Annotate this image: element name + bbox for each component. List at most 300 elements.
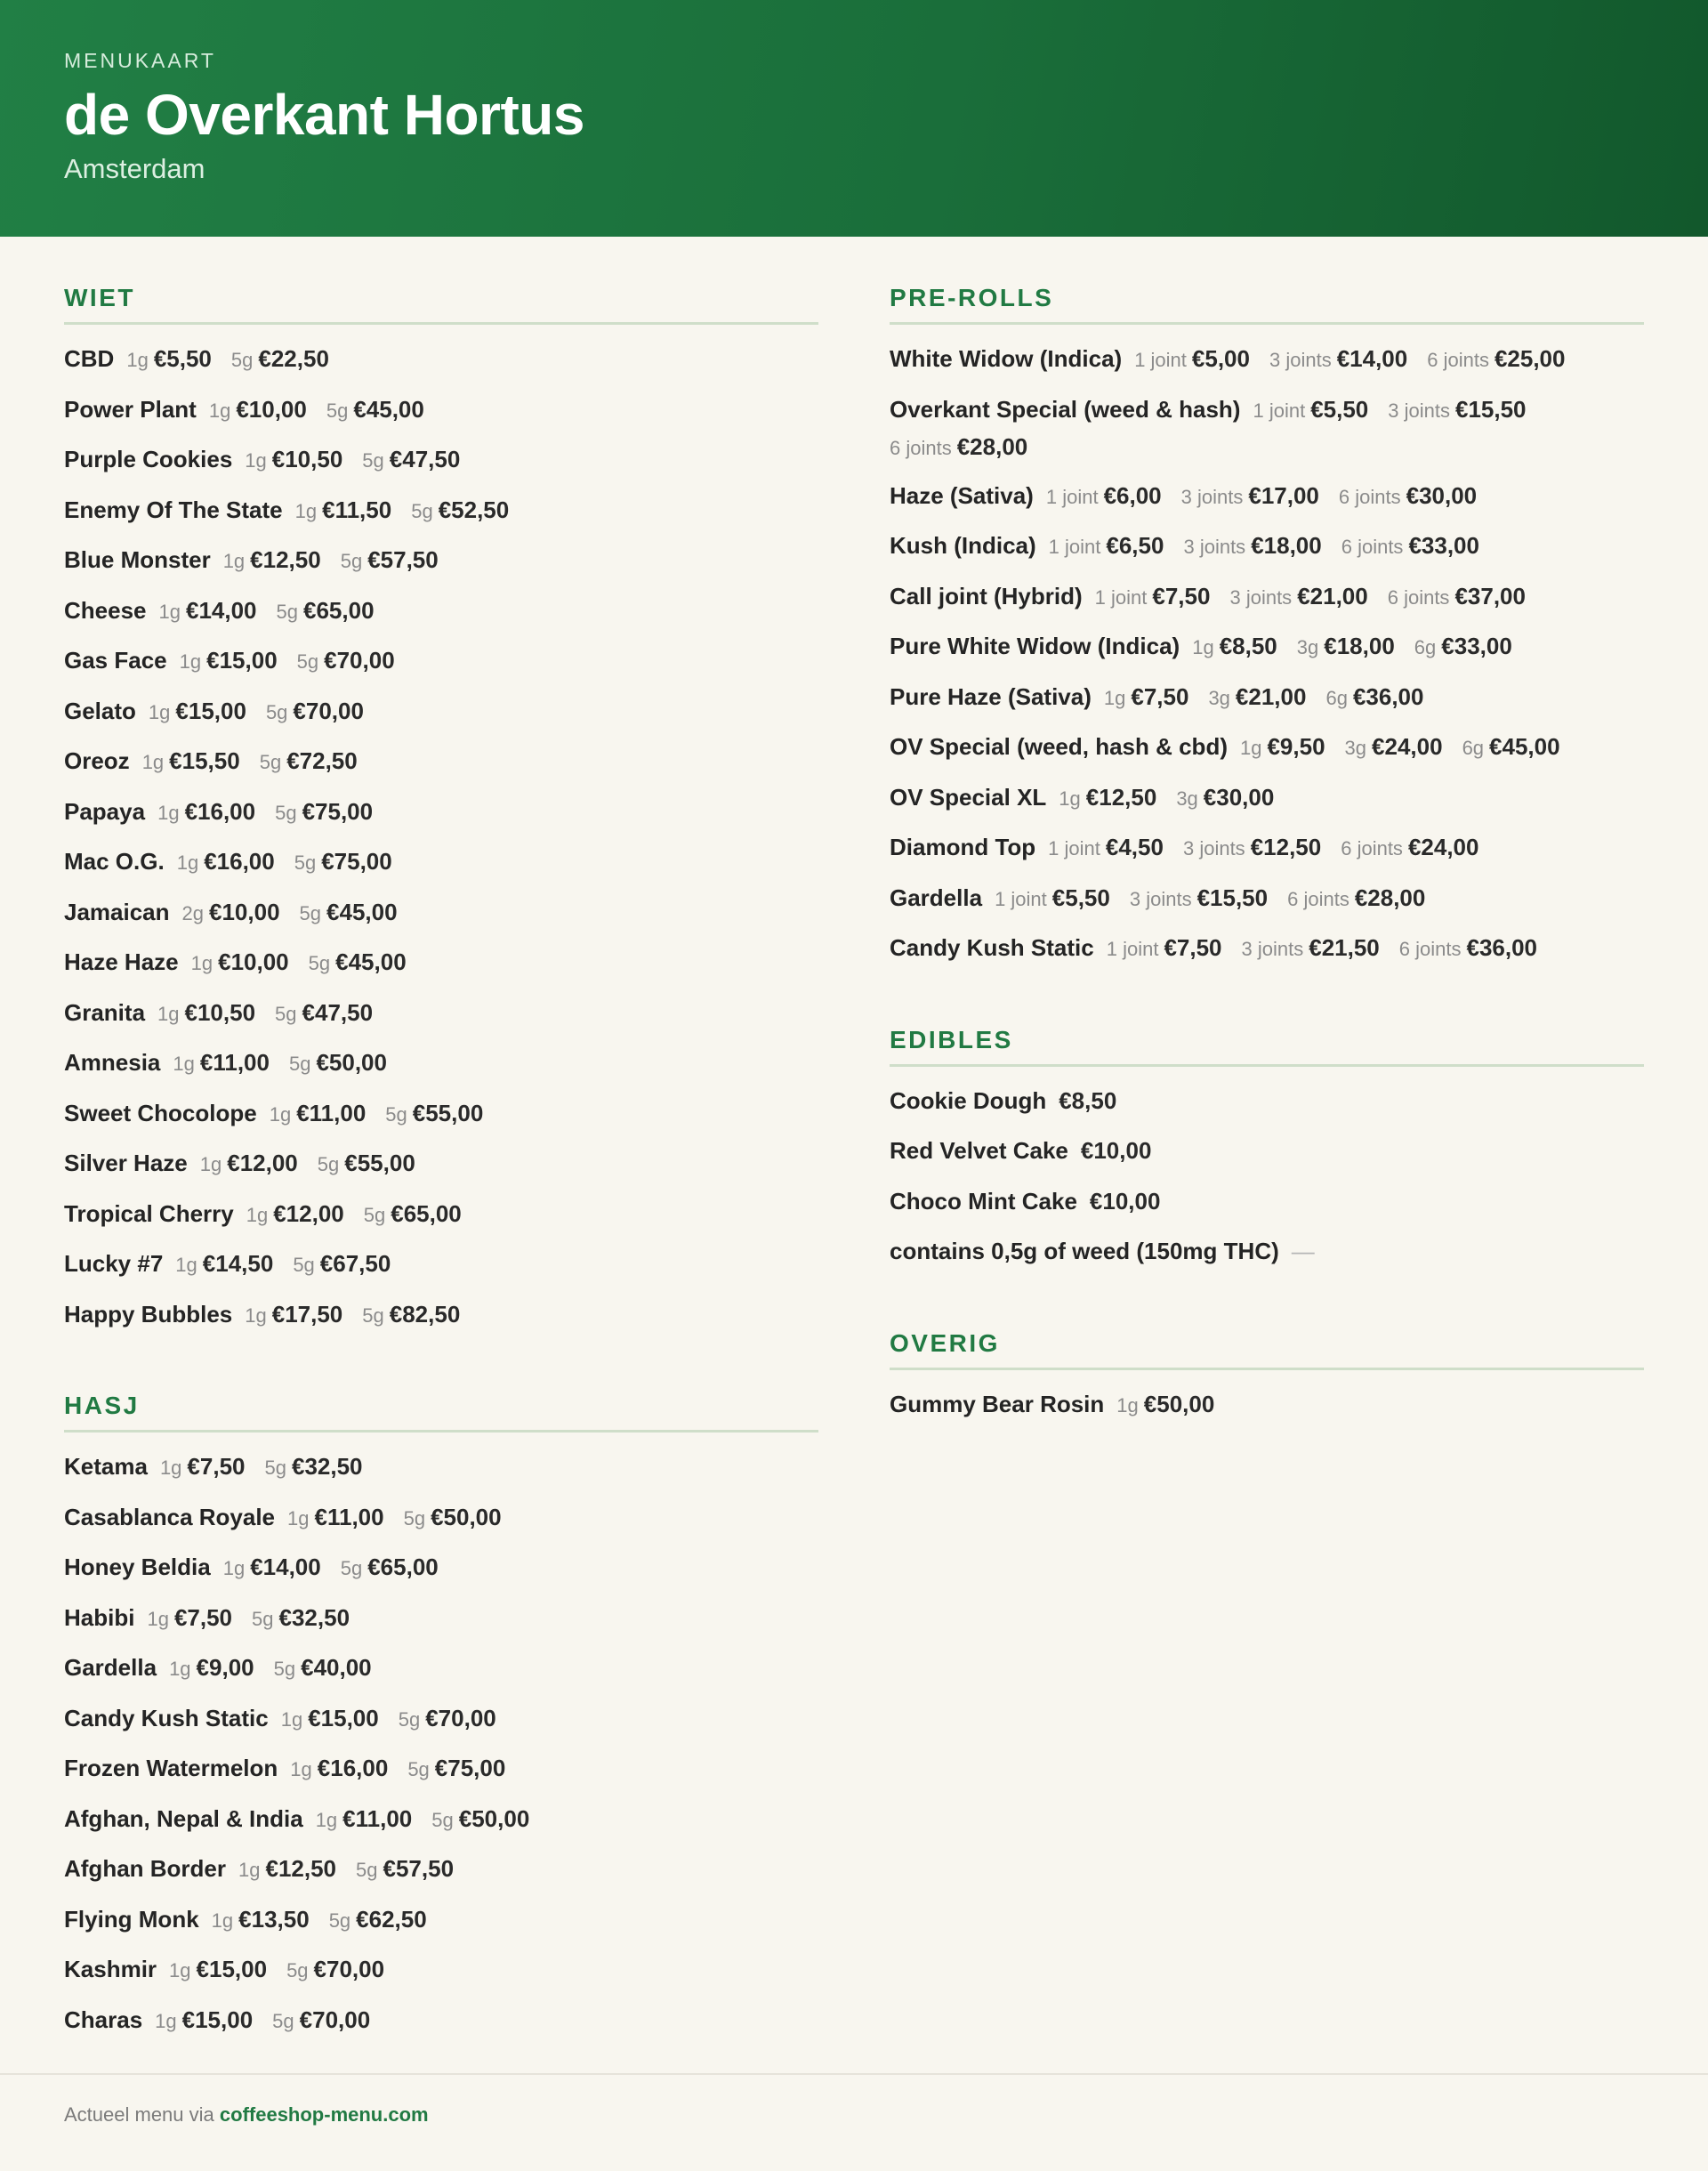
price-option [1292, 1233, 1315, 1269]
menu-header [0, 0, 1708, 237]
menu-footer [0, 2073, 1708, 2171]
menu-item [64, 1045, 818, 1095]
price-unit: 5g [276, 600, 298, 623]
price-amount: €12,50 [1085, 783, 1157, 811]
price-option [300, 894, 398, 932]
menu-item [64, 1499, 818, 1550]
price-unit: 6 joints [1338, 485, 1401, 508]
price-amount: €11,00 [199, 1049, 270, 1076]
price-amount: €47,50 [302, 998, 374, 1026]
price-unit: 6 joints [1341, 536, 1404, 558]
menu-item [890, 478, 1644, 529]
price-option [890, 429, 1027, 466]
price-option [1388, 578, 1526, 616]
price-amount: €28,00 [1354, 884, 1426, 911]
price-option [1253, 391, 1368, 429]
price-option [177, 843, 275, 881]
item-name: Kush (Indica) [890, 532, 1036, 559]
price-amount: €33,00 [1408, 532, 1479, 559]
price-amount: €7,50 [187, 1453, 246, 1480]
menu-item [890, 391, 1644, 478]
menu-item [890, 729, 1644, 779]
price-amount: €17,00 [1248, 481, 1319, 509]
price-option [159, 593, 257, 630]
section-edibles [890, 1025, 1644, 1284]
price-amount: €8,50 [1059, 1086, 1117, 1114]
price-amount: €75,00 [434, 1755, 506, 1781]
price-amount: €55,00 [412, 1099, 484, 1126]
price-amount: €10,00 [236, 395, 307, 423]
price-option [431, 1801, 529, 1838]
price-option [1095, 578, 1211, 616]
price-amount: €7,50 [1164, 934, 1222, 961]
footer-text: Actueel menu via [64, 2103, 214, 2126]
price-unit: 3 joints [1129, 887, 1192, 910]
price-amount: €50,00 [316, 1049, 387, 1076]
price-option [1388, 391, 1526, 429]
item-name: Oreoz [64, 747, 130, 774]
price-option [289, 1045, 387, 1082]
price-option [245, 1296, 342, 1334]
price-amount: €12,50 [1250, 834, 1322, 860]
price-option [329, 1901, 427, 1939]
shop-city: Amsterdam [64, 153, 205, 184]
price-unit: 6 joints [890, 436, 952, 459]
price-option [1176, 779, 1274, 817]
price-amount: €50,00 [431, 1503, 502, 1530]
price-amount: €10,00 [1080, 1137, 1152, 1164]
price-unit: 1g [246, 1203, 269, 1226]
price-option [309, 944, 407, 981]
menu-item [64, 2002, 818, 2053]
menu-item [890, 679, 1644, 730]
price-option [1183, 528, 1321, 565]
section-title: OVERIG [890, 1328, 1644, 1370]
price-unit: 1g [147, 1607, 169, 1630]
item-name: Cheese [64, 596, 147, 624]
price-option [231, 341, 329, 378]
price-unit: 5g [230, 349, 254, 371]
item-name: Overkant Special (weed & hash) [890, 395, 1241, 423]
price-unit: 6 joints [1287, 887, 1349, 910]
price-amount: €10,00 [209, 898, 280, 925]
price-unit: 5g [288, 1053, 311, 1075]
price-amount: €75,00 [302, 797, 374, 825]
price-unit: 1g [169, 1658, 191, 1680]
price-amount: €16,00 [204, 848, 275, 875]
price-amount: €25,00 [1494, 345, 1566, 372]
price-amount: €21,00 [1297, 582, 1368, 609]
shop-name: de Overkant Hortus [64, 83, 584, 147]
price-option [295, 492, 392, 529]
price-unit: 1g [245, 1303, 267, 1327]
price-option [1104, 679, 1189, 716]
price-amount: €70,00 [425, 1704, 496, 1731]
price-option [182, 894, 280, 932]
price-unit: 1g [190, 952, 214, 974]
price-unit: 3 joints [1182, 837, 1245, 860]
price-unit: 5g [326, 399, 349, 422]
price-option [293, 1246, 391, 1283]
menu-item [64, 1549, 818, 1600]
price-option [1242, 930, 1380, 967]
menu-item [64, 441, 818, 492]
price-option [223, 1549, 321, 1586]
price-unit: 1g [287, 1506, 310, 1529]
price-option [266, 693, 364, 730]
section-title: HASJ [64, 1391, 818, 1433]
price-unit: 6g [1462, 737, 1485, 759]
price-unit: 1g [141, 751, 165, 773]
price-unit: 5g [308, 952, 331, 974]
price-unit: 5g [296, 650, 319, 673]
price-unit: 1g [158, 600, 181, 623]
price-unit: 5g [398, 1707, 421, 1731]
menu-item [64, 944, 818, 995]
price-amount: €65,00 [391, 1199, 462, 1227]
price-amount: €72,50 [286, 747, 358, 774]
price-option [326, 391, 424, 429]
price-amount: €47,50 [389, 446, 461, 472]
price-unit: 5g [265, 700, 288, 723]
item-name: Purple Cookies [64, 446, 233, 472]
menu-item [890, 1133, 1644, 1183]
price-amount: €7,50 [1131, 682, 1189, 710]
price-option [1107, 930, 1222, 967]
menu-item [890, 341, 1644, 391]
menu-item [64, 794, 818, 844]
menu-item [64, 341, 818, 391]
item-name: Jamaican [64, 898, 170, 925]
menu-item [64, 1650, 818, 1700]
price-option [1345, 729, 1443, 766]
price-unit: 1g [245, 449, 267, 472]
price-unit: 1g [1192, 636, 1214, 658]
price-option [147, 1600, 232, 1637]
price-option [274, 1650, 372, 1687]
section-wiet [64, 283, 818, 1346]
menu-item [890, 880, 1644, 931]
item-name: OV Special XL [890, 783, 1047, 811]
menu-item [64, 1246, 818, 1296]
menu-item [64, 1700, 818, 1751]
menu-item [890, 829, 1644, 880]
price-amount: €4,50 [1105, 834, 1164, 860]
price-option [1325, 679, 1423, 716]
price-unit: 5g [273, 1658, 296, 1680]
price-option [175, 1246, 273, 1283]
price-option [1049, 528, 1164, 565]
price-option [1341, 528, 1479, 565]
price-unit: 5g [294, 851, 317, 874]
price-amount: €14,50 [202, 1250, 274, 1277]
price-option [287, 1499, 384, 1537]
price-unit: 1g [208, 399, 231, 422]
price-unit: 5g [264, 1457, 286, 1479]
price-option [341, 1549, 439, 1586]
price-amount: €21,00 [1235, 682, 1307, 710]
price-amount: €67,50 [319, 1250, 391, 1277]
price-option [286, 1951, 384, 1989]
item-name: Choco Mint Cake [890, 1187, 1077, 1215]
price-unit: 5g [275, 801, 297, 824]
price-option [356, 1851, 454, 1888]
item-name: Habibi [64, 1603, 135, 1631]
price-unit: 1g [1059, 787, 1081, 810]
price-amount: €11,00 [342, 1804, 413, 1832]
price-unit: 3 joints [1229, 585, 1293, 609]
price-amount: €11,00 [296, 1099, 367, 1126]
menu-item [64, 1750, 818, 1801]
price-amount: €37,00 [1454, 582, 1526, 609]
price-amount: €18,00 [1251, 532, 1322, 559]
price-amount: €5,50 [153, 345, 212, 372]
price-option [411, 492, 509, 529]
price-unit: 1g [126, 349, 149, 371]
menu-item [890, 628, 1644, 679]
price-unit: 1g [157, 801, 180, 824]
price-amount: €15,00 [196, 1956, 268, 1982]
menu-item [64, 391, 818, 442]
price-option [290, 1750, 388, 1788]
section-title: WIET [64, 283, 818, 325]
price-unit: 1g [148, 700, 171, 723]
price-amount: €36,00 [1466, 934, 1538, 961]
price-unit: 5g [293, 1254, 315, 1276]
price-unit: 6 joints [1398, 938, 1462, 960]
price-unit: 1g [222, 1557, 246, 1579]
price-option [404, 1499, 502, 1537]
menu-item [64, 492, 818, 543]
price-amount: €16,00 [317, 1755, 389, 1781]
price-option [407, 1750, 505, 1788]
item-list [64, 1433, 818, 2052]
price-amount: €10,50 [271, 446, 343, 472]
price-amount: €82,50 [389, 1300, 461, 1328]
price-unit: 5g [362, 1303, 384, 1327]
price-unit: 5g [259, 751, 282, 773]
price-unit: 1g [199, 1153, 222, 1175]
price-unit: 6 joints [1427, 349, 1489, 371]
price-unit: 3g [1296, 636, 1319, 658]
price-option [1183, 829, 1321, 867]
price-amount: €5,50 [1310, 395, 1369, 423]
price-option [157, 995, 255, 1032]
menu-item [890, 930, 1644, 981]
price-option [1081, 1133, 1152, 1168]
item-list [64, 325, 818, 1346]
item-name: Afghan Border [64, 1855, 226, 1882]
menu-item [890, 1386, 1644, 1437]
price-unit: 5g [385, 1102, 407, 1126]
price-unit: 1g [173, 1053, 195, 1075]
item-name: Haze (Sativa) [890, 481, 1034, 509]
price-unit: 1g [175, 1254, 197, 1276]
price-option [995, 880, 1110, 917]
price-unit: 3g [1176, 787, 1198, 810]
price-amount: €24,00 [1372, 733, 1443, 760]
price-option [160, 1449, 246, 1486]
dash-placeholder: — [1291, 1238, 1315, 1264]
price-unit: 1g [315, 1808, 338, 1831]
price-option [1130, 880, 1268, 917]
price-amount: €40,00 [301, 1654, 372, 1681]
price-option [385, 1095, 483, 1133]
price-amount: €9,50 [1267, 733, 1325, 760]
price-option [362, 441, 460, 479]
price-amount: €32,50 [291, 1453, 363, 1480]
item-name: Haze Haze [64, 948, 179, 975]
price-unit: 5g [328, 1909, 351, 1932]
price-amount: €7,50 [173, 1603, 233, 1631]
price-unit: 1g [176, 851, 199, 874]
price-amount: €17,50 [271, 1300, 343, 1328]
price-option [1269, 341, 1407, 378]
price-amount: €11,50 [322, 496, 392, 523]
price-amount: €70,00 [293, 697, 364, 724]
price-option [297, 642, 395, 680]
menu-item [890, 779, 1644, 830]
price-unit: 1 joint [995, 887, 1047, 910]
price-unit: 3 joints [1241, 938, 1304, 960]
price-amount: €5,50 [1051, 884, 1110, 911]
item-name: Flying Monk [64, 1905, 199, 1933]
price-option [1181, 478, 1319, 515]
price-unit: 1 joint [1048, 837, 1100, 860]
price-option [399, 1700, 496, 1738]
price-unit: 1g [238, 1859, 261, 1881]
price-unit: 1g [1239, 737, 1262, 759]
price-unit: 1g [211, 1909, 234, 1932]
price-option [245, 441, 342, 479]
menu-item [64, 1296, 818, 1347]
footer-link[interactable]: coffeeshop-menu.com [219, 2103, 429, 2126]
section-overig [890, 1328, 1644, 1437]
menu-item [64, 693, 818, 744]
price-option [1339, 478, 1477, 515]
section-prerolls [890, 283, 1644, 981]
price-amount: €9,00 [196, 1654, 254, 1681]
price-option [265, 1449, 363, 1486]
price-amount: €12,00 [227, 1150, 298, 1176]
price-option [155, 2002, 253, 2039]
item-list [890, 325, 1644, 981]
price-unit: 5g [407, 1758, 430, 1780]
price-option [1462, 729, 1560, 766]
price-amount: €10,50 [184, 998, 256, 1026]
price-option [1399, 930, 1537, 967]
price-option [1192, 628, 1277, 666]
item-name: Tropical Cherry [64, 1199, 234, 1227]
price-option [1427, 341, 1565, 378]
price-option [294, 843, 392, 881]
price-option [223, 542, 321, 579]
price-amount: €75,00 [321, 848, 392, 875]
menu-column-right [890, 237, 1644, 1436]
price-amount: €57,50 [367, 546, 439, 573]
menu-item [64, 642, 818, 693]
item-list [890, 1370, 1644, 1437]
menu-item [890, 1083, 1644, 1134]
price-unit: 1 joint [1134, 349, 1187, 371]
price-option [1287, 880, 1425, 917]
item-name: Casablanca Royale [64, 1503, 276, 1530]
menu-item [64, 743, 818, 794]
item-name: Gas Face [64, 647, 167, 674]
item-name: Enemy Of The State [64, 496, 283, 523]
price-unit: 1g [280, 1707, 303, 1731]
price-unit: 5g [362, 449, 384, 472]
section-title: PRE-ROLLS [890, 283, 1644, 325]
price-unit: 6g [1325, 686, 1348, 709]
price-amount: €15,00 [175, 697, 246, 724]
price-option [270, 1095, 367, 1133]
price-amount: €70,00 [299, 2006, 371, 2033]
section-title: EDIBLES [890, 1025, 1644, 1067]
price-unit: 5g [275, 1002, 297, 1025]
price-amount: €45,00 [1489, 733, 1560, 760]
price-option [169, 1650, 254, 1687]
price-unit: 5g [286, 1959, 309, 1981]
price-option [362, 1296, 460, 1334]
price-option [1208, 679, 1306, 716]
price-amount: €15,50 [1454, 395, 1527, 423]
item-name: Pure White Widow (Indica) [890, 633, 1180, 659]
price-unit: 1 joint [1106, 938, 1159, 960]
menu-item [64, 995, 818, 1045]
price-amount: €22,50 [258, 345, 329, 372]
price-amount: €15,00 [181, 2006, 254, 2033]
price-option [1090, 1183, 1161, 1219]
price-amount: €45,00 [353, 395, 424, 423]
price-unit: 5g [411, 499, 433, 522]
menu-item [64, 1095, 818, 1146]
price-amount: €18,00 [1324, 633, 1395, 659]
item-name: Frozen Watermelon [64, 1755, 278, 1781]
price-amount: €50,00 [458, 1804, 530, 1832]
price-option [212, 1901, 310, 1939]
item-name: Happy Bubbles [64, 1300, 233, 1328]
price-unit: 5g [363, 1203, 386, 1226]
price-option [1059, 1083, 1116, 1118]
item-name: Power Plant [64, 395, 197, 423]
price-option [281, 1700, 379, 1738]
price-unit: 5g [403, 1506, 426, 1529]
price-unit: 5g [431, 1808, 454, 1831]
price-amount: €32,50 [278, 1603, 350, 1631]
price-unit: 5g [340, 550, 363, 572]
price-unit: 3 joints [1180, 485, 1244, 508]
menu-item [890, 528, 1644, 578]
item-name: Cookie Dough [890, 1086, 1047, 1114]
price-option [318, 1145, 415, 1182]
price-amount: €13,50 [238, 1905, 310, 1933]
price-unit: 3g [1344, 737, 1367, 759]
price-amount: €57,50 [383, 1855, 455, 1882]
price-amount: €21,50 [1309, 934, 1380, 961]
menu-item [890, 578, 1644, 629]
price-option [180, 642, 278, 680]
price-unit: 5g [299, 901, 322, 924]
price-amount: €16,00 [184, 797, 256, 825]
price-amount: €45,00 [335, 948, 407, 975]
item-name: Call joint (Hybrid) [890, 582, 1083, 609]
item-name: Pure Haze (Sativa) [890, 682, 1092, 710]
price-option [1048, 829, 1164, 867]
item-name: Blue Monster [64, 546, 211, 573]
price-amount: €15,00 [308, 1704, 379, 1731]
price-amount: €33,00 [1441, 633, 1512, 659]
